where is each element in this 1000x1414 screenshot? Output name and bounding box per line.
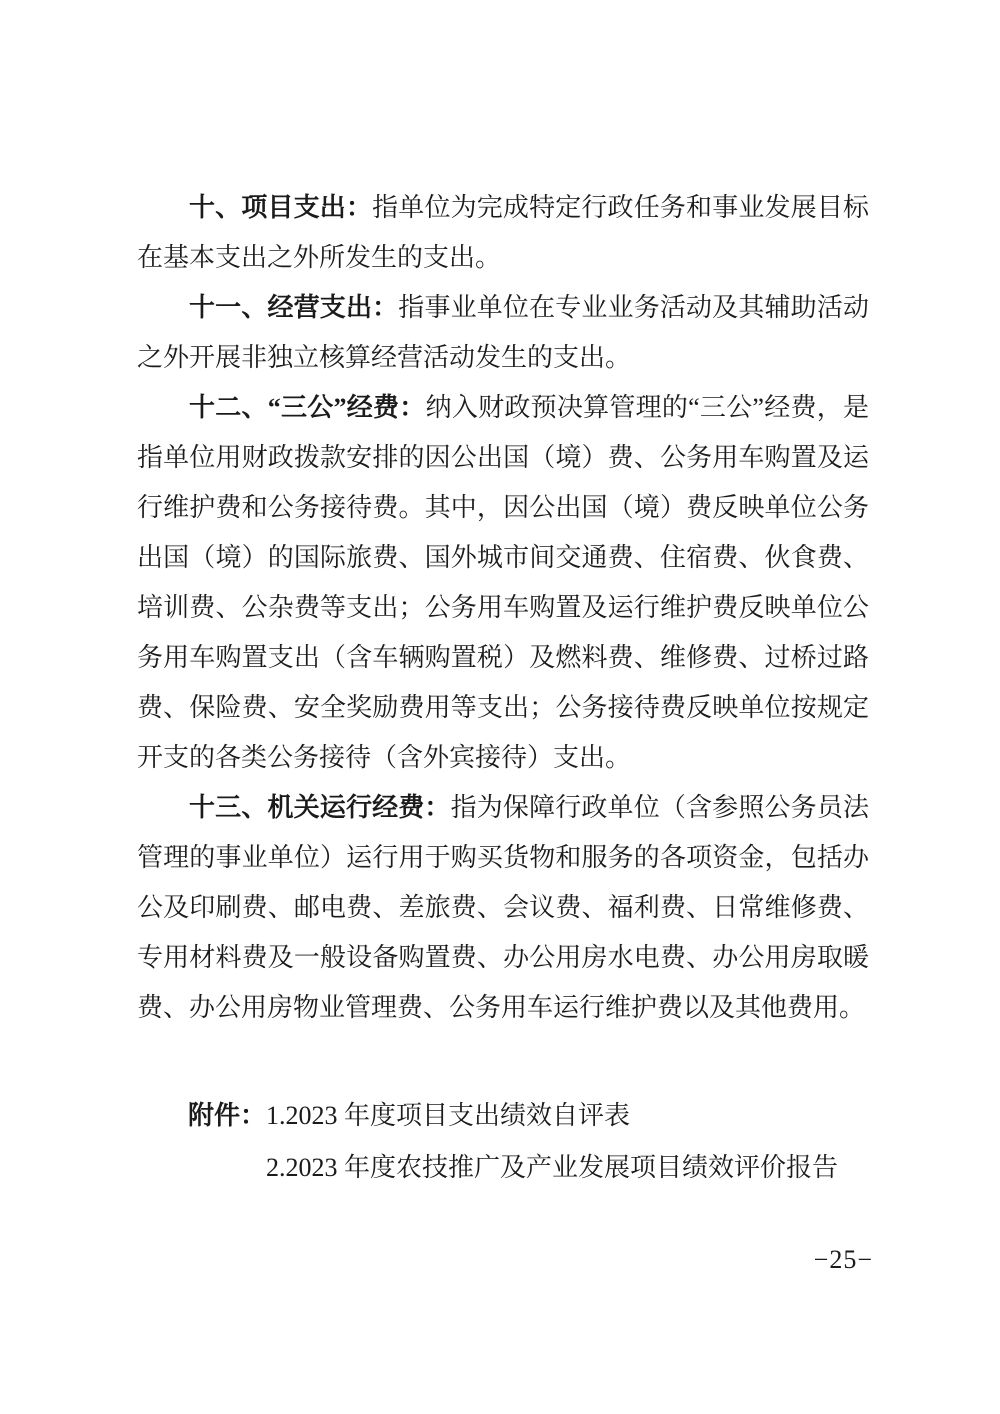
document-body — [137, 183, 869, 1194]
paragraph-text: 指事业单位在专业业务活动及其辅助活动之外开展非独立核算经营活动发生的支出。 — [137, 293, 869, 372]
paragraph-text: 纳入财政预决算管理的“三公”经费，是指单位用财政拨款安排的因公出国（境）费、公务用车购置及运行维护费和公务接待费。其中，因公出国（境）费反映单位公务出国（境）的国际旅费、国外城市间交通费、住宿费、伙食费、培训费、公杂费等支出；公务用车购置及运行维护费反映单位公务用车购置支出（含车辆购置税）及燃料费、维修费、过桥过路费、保险费、安全奖励费用等支出；公务接待费反映单位按规定开支的各类公务接待（含外宾接待）支出。 — [137, 393, 869, 772]
paragraph-text: 指为保障行政单位（含参照公务员法管理的事业单位）运行用于购买货物和服务的各项资金，包括办公及印刷费、邮电费、差旅费、会议费、福利费、日常维修费、专用材料费及一般设备购置费、办公用房水电费、办公用房取暖费、办公用房物业管理费、公务用车运行维护费以及其他费用。 — [137, 793, 869, 1022]
paragraph-lead: 十一、经营支出： — [189, 293, 399, 322]
attachments-label: 附件： — [188, 1101, 267, 1130]
attachments-list — [266, 1090, 838, 1194]
paragraph-lead: 十、项目支出： — [189, 193, 373, 222]
paragraph-three-public-funds — [137, 383, 869, 783]
paragraph-lead: 十二、“三公”经费： — [189, 393, 426, 422]
paragraph-agency-operating-funds — [137, 783, 869, 1033]
attachments-block — [137, 1090, 869, 1194]
paragraph-project-expenditure — [137, 183, 869, 283]
paragraph-operating-expenditure — [137, 283, 869, 383]
attachment-item: 2.2023 年度农技推广及产业发展项目绩效评价报告 — [266, 1153, 839, 1182]
page-number: −25− — [813, 1245, 873, 1274]
paragraph-lead: 十三、机关运行经费： — [189, 793, 451, 822]
paragraph-text: 指单位为完成特定行政任务和事业发展目标在基本支出之外所发生的支出。 — [137, 193, 869, 272]
attachment-item: 1.2023 年度项目支出绩效自评表 — [266, 1101, 631, 1130]
